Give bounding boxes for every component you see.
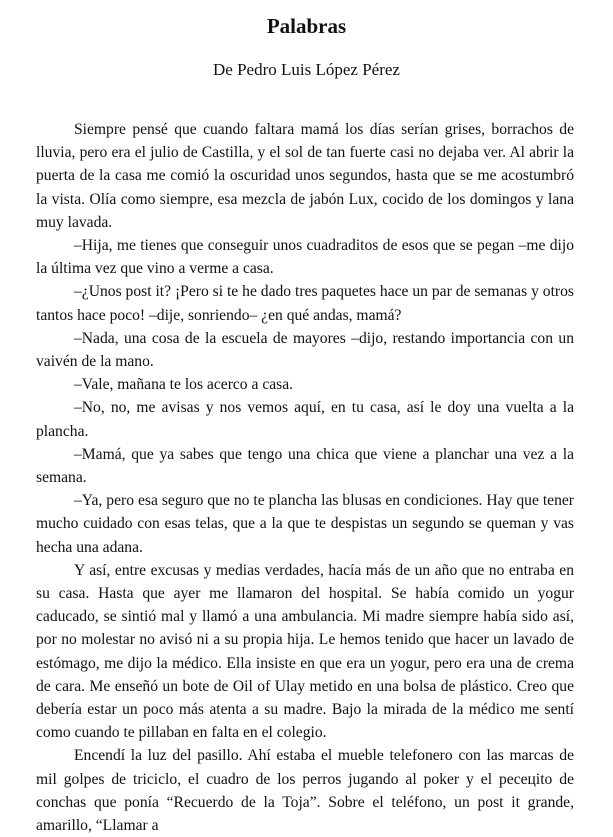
- document-author: De Pedro Luis López Pérez: [213, 60, 400, 79]
- paragraph: –No, no, me avisas y nos vemos aquí, en tu casa, así le doy una vuelta a la plancha.: [36, 399, 574, 440]
- paragraph: –Vale, mañana te los acerco a casa.: [74, 376, 294, 394]
- paragraph: –Ya, pero esa seguro que no te plancha las blusas en condiciones. Hay que tener mucho cuidado con esas telas, que a la que te despistas un segundo se queman y vas hecha una adana.: [36, 492, 574, 556]
- paragraph: –Mamá, que ya sabes que tengo una chica que viene a planchar una vez a la semana.: [36, 445, 574, 487]
- document-body: [36, 118, 574, 837]
- document-title: Palabras: [266, 14, 347, 38]
- paragraph: –Nada, una cosa de la escuela de mayores –dijo, restando importancia con un vaivén de la mano.: [36, 329, 574, 371]
- paragraph: Encendí la luz del pasillo. Ahí estaba el mueble telefonero con las marcas de mil golpes de triciclo, el cuadro de los perros jugando al poker y el pecецito de conchas que ponía “Recuerdo de la Toja”. Sobre el teléfono, un post it grande, amarillo, “Llamar a: [36, 747, 574, 835]
- paragraph: –¿Unos post it? ¡Pero si te he dado tres paquetes hace un par de semanas y otros tantos hace poco! –dije, sonriendo– ¿en qué andas, mamá?: [36, 283, 574, 324]
- paragraph: –Hija, me tienes que conseguir unos cuadraditos de esos que se pegan –me dijo la última vez que vino a verme a casa.: [36, 237, 574, 278]
- paragraph: Y así, entre excusas y medias verdades, hacía más de un año que no entraba en su casa. Hasta que ayer me llamaron del hospital. Se había comido un yogur caducado, se sintió mal y llamó a una ambulancia. Mi madre siempre había sido así, por no molestar no avisó ni a su propia hija. Le hemos tenido que hacer un lavado de estómago, me dijo la médico. Ella insiste en que era un yogur, pero era una de crema de cara. Me enseñó un bote de Oil of Ulay metido en una bolsa de plástico. Creo que debería estar un poco más atenta a su madre. Bajo la mirada de la médico me sentí como cuando te pillaban en falta en el colegio.: [36, 561, 574, 742]
- paragraph: Siempre pensé que cuando faltara mamá los días serían grises, borrachos de lluvia, pero era el julio de Castilla, y el sol de tan fuerte casi no dejaba ver. Al abrir la puerta de la casa me comió la oscuridad unos segundos, hasta que se me acostumbró la vista. Olía como siempre, esa mezcla de jabón Lux, cocido de los domingos y lana muy lavada.: [36, 121, 574, 231]
